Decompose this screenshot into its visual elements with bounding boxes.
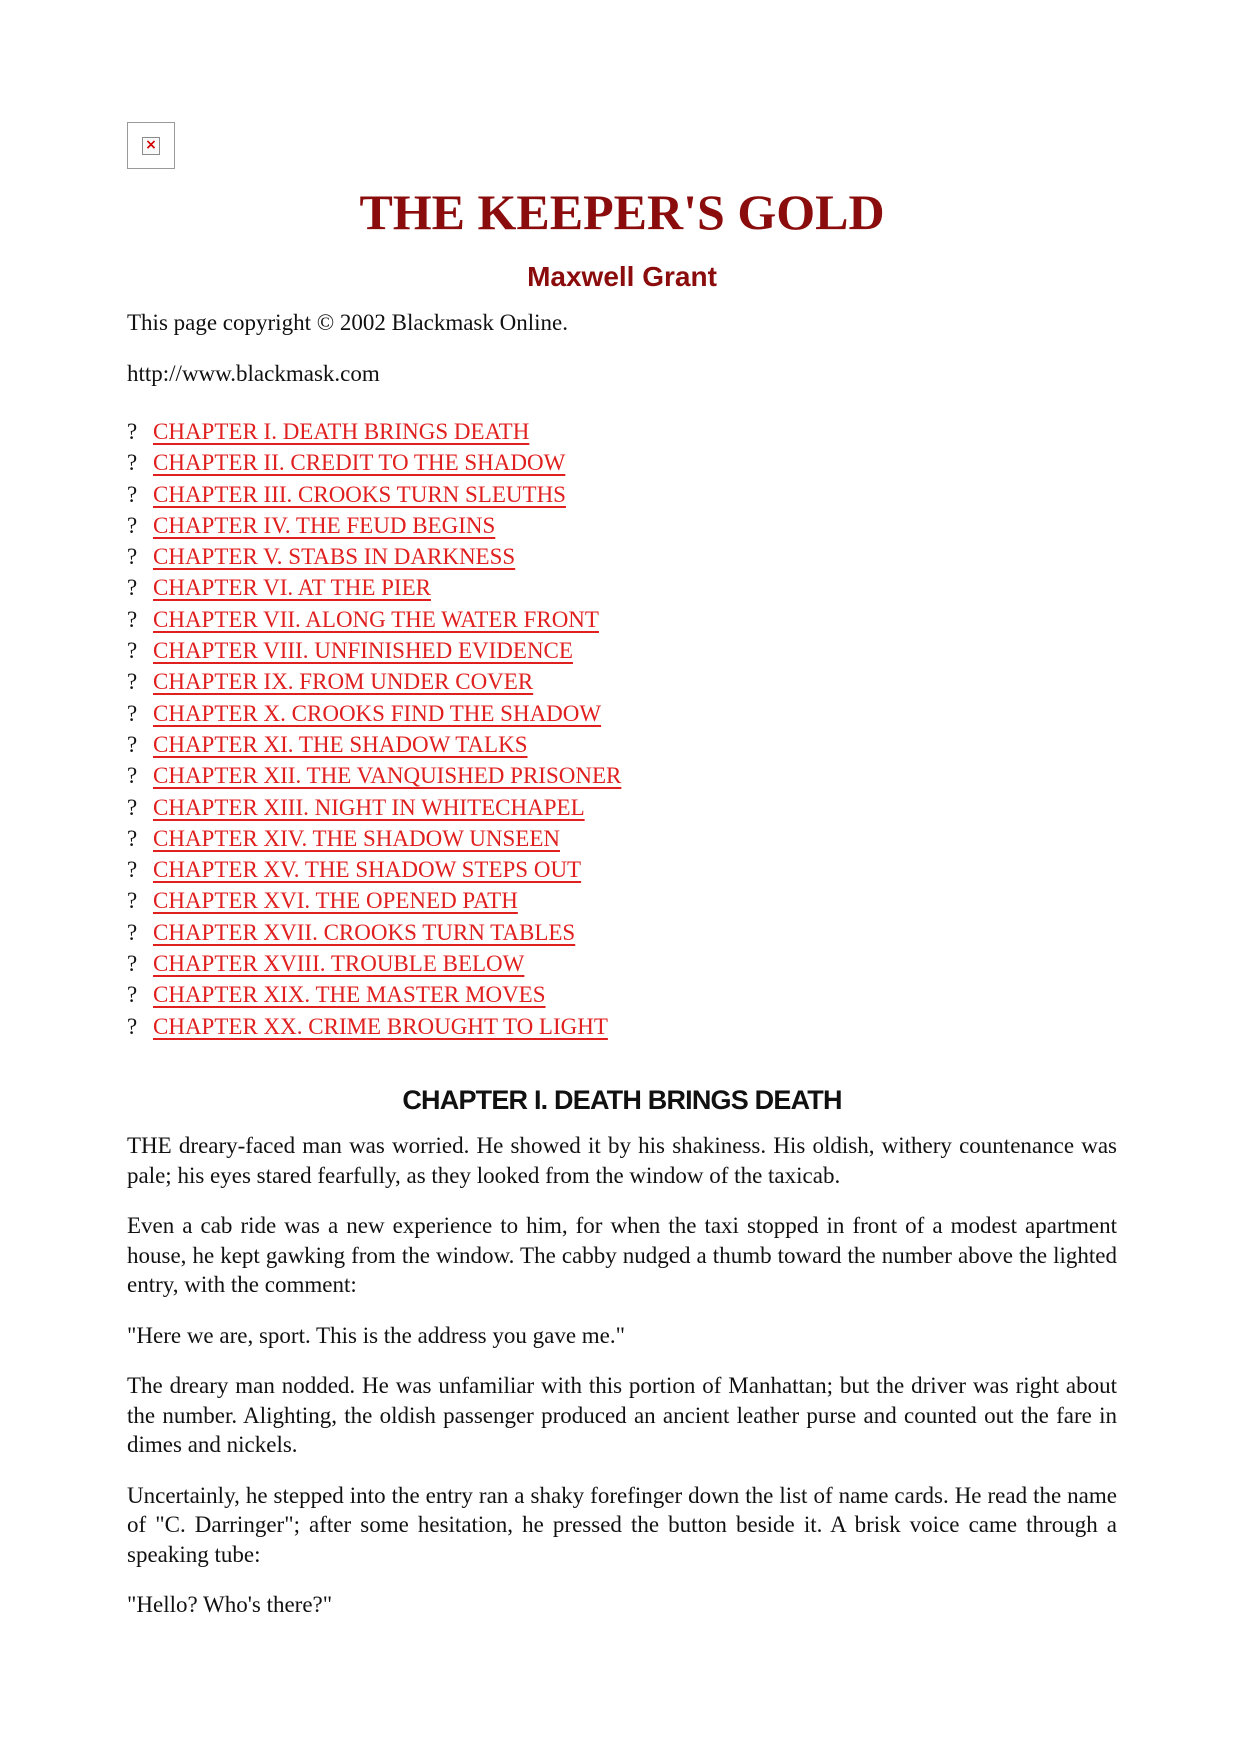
chapter-heading: CHAPTER I. DEATH BRINGS DEATH	[402, 1085, 842, 1115]
toc-bullet: ?	[127, 544, 138, 570]
body-paragraph: "Here we are, sport. This is the address you gave me."	[127, 1322, 626, 1348]
toc-item	[127, 698, 621, 729]
toc-item	[127, 979, 621, 1010]
book-author: Maxwell Grant	[527, 261, 717, 292]
toc-link[interactable]: CHAPTER IV. THE FEUD BEGINS	[153, 512, 496, 538]
toc-bullet: ?	[127, 669, 138, 695]
toc-link[interactable]: CHAPTER VIII. UNFINISHED EVIDENCE	[153, 638, 573, 664]
body-paragraph: The dreary man nodded. He was unfamiliar with this portion of Manhattan; but the driver was right about the number. Alighting, the oldish passenger produced an ancient leather purse and counted out the fare in dimes and nickels.	[127, 1373, 1117, 1457]
source-url: http://www.blackmask.com	[127, 361, 380, 386]
toc-item	[127, 447, 621, 478]
toc-link[interactable]: CHAPTER I. DEATH BRINGS DEATH	[153, 419, 530, 444]
toc-bullet: ?	[127, 512, 138, 538]
toc-bullet: ?	[127, 794, 138, 820]
toc-bullet: ?	[127, 606, 138, 632]
toc-bullet: ?	[127, 450, 138, 476]
toc-item	[127, 917, 621, 948]
toc-link[interactable]: CHAPTER XI. THE SHADOW TALKS	[153, 731, 528, 757]
toc-bullet: ?	[127, 731, 138, 757]
body-paragraph: Uncertainly, he stepped into the entry ran a shaky forefinger down the list of name cards. He read the name of "C. Darringer"; after some hesitation, he pressed the button beside it. A brisk voice came through a speaking tube:	[127, 1482, 1117, 1567]
table-of-contents	[127, 416, 621, 1042]
toc-item	[127, 416, 621, 447]
toc-link[interactable]: CHAPTER XII. THE VANQUISHED PRISONER	[153, 763, 622, 789]
broken-image-icon: ×	[127, 122, 175, 169]
toc-link[interactable]: CHAPTER II. CREDIT TO THE SHADOW	[153, 450, 566, 476]
toc-item	[127, 635, 621, 666]
toc-item	[127, 823, 621, 854]
toc-bullet: ?	[127, 700, 138, 726]
toc-item	[127, 948, 621, 979]
toc-item	[127, 541, 621, 572]
toc-item	[127, 572, 621, 603]
toc-bullet: ?	[127, 481, 138, 507]
toc-bullet: ?	[127, 825, 138, 851]
toc-bullet: ?	[127, 1013, 138, 1039]
toc-bullet: ?	[127, 951, 138, 977]
toc-bullet: ?	[127, 888, 138, 914]
toc-link[interactable]: CHAPTER XVI. THE OPENED PATH	[153, 888, 518, 914]
toc-link[interactable]: CHAPTER III. CROOKS TURN SLEUTHS	[153, 481, 566, 507]
body-paragraph: Even a cab ride was a new experience to him, for when the taxi stopped in front of a modest apartment house, he kept gawking from the window. The cabby nudged a thumb toward the number above the lighted entry, with the comment:	[127, 1213, 1117, 1297]
toc-bullet: ?	[127, 638, 138, 664]
toc-bullet: ?	[127, 419, 138, 444]
toc-bullet: ?	[127, 575, 138, 601]
toc-link[interactable]: CHAPTER XX. CRIME BROUGHT TO LIGHT	[153, 1013, 608, 1039]
toc-link[interactable]: CHAPTER XVII. CROOKS TURN TABLES	[153, 919, 576, 945]
toc-item	[127, 885, 621, 916]
toc-item	[127, 729, 621, 760]
toc-item	[127, 760, 621, 791]
toc-item	[127, 510, 621, 541]
toc-bullet: ?	[127, 919, 138, 945]
copyright-notice: This page copyright © 2002 Blackmask Online.	[127, 310, 568, 335]
toc-link[interactable]: CHAPTER XV. THE SHADOW STEPS OUT	[153, 857, 582, 883]
toc-item	[127, 604, 621, 635]
toc-bullet: ?	[127, 857, 138, 883]
toc-link[interactable]: CHAPTER XVIII. TROUBLE BELOW	[153, 951, 525, 977]
toc-link[interactable]: CHAPTER VI. AT THE PIER	[153, 575, 431, 601]
toc-link[interactable]: CHAPTER X. CROOKS FIND THE SHADOW	[153, 700, 602, 726]
toc-link[interactable]: CHAPTER XIII. NIGHT IN WHITECHAPEL	[153, 794, 585, 820]
toc-item	[127, 792, 621, 823]
toc-link[interactable]: CHAPTER XIX. THE MASTER MOVES	[153, 982, 546, 1008]
chapter-body	[127, 1131, 1117, 1641]
toc-link[interactable]: CHAPTER XIV. THE SHADOW UNSEEN	[153, 825, 560, 851]
book-title: THE KEEPER'S GOLD	[359, 184, 885, 240]
toc-item	[127, 479, 621, 510]
toc-bullet: ?	[127, 763, 138, 789]
toc-link[interactable]: CHAPTER V. STABS IN DARKNESS	[153, 544, 516, 570]
toc-link[interactable]: CHAPTER VII. ALONG THE WATER FRONT	[153, 606, 599, 632]
toc-bullet: ?	[127, 982, 138, 1008]
toc-link[interactable]: CHAPTER IX. FROM UNDER COVER	[153, 669, 534, 695]
toc-item	[127, 854, 621, 885]
toc-item	[127, 666, 621, 697]
toc-item	[127, 1011, 621, 1042]
body-paragraph: THE dreary-faced man was worried. He showed it by his shakiness. His oldish, withery countenance was pale; his eyes stared fearfully, as they looked from the window of the taxicab.	[127, 1133, 1117, 1188]
body-paragraph: "Hello? Who's there?"	[127, 1592, 333, 1617]
